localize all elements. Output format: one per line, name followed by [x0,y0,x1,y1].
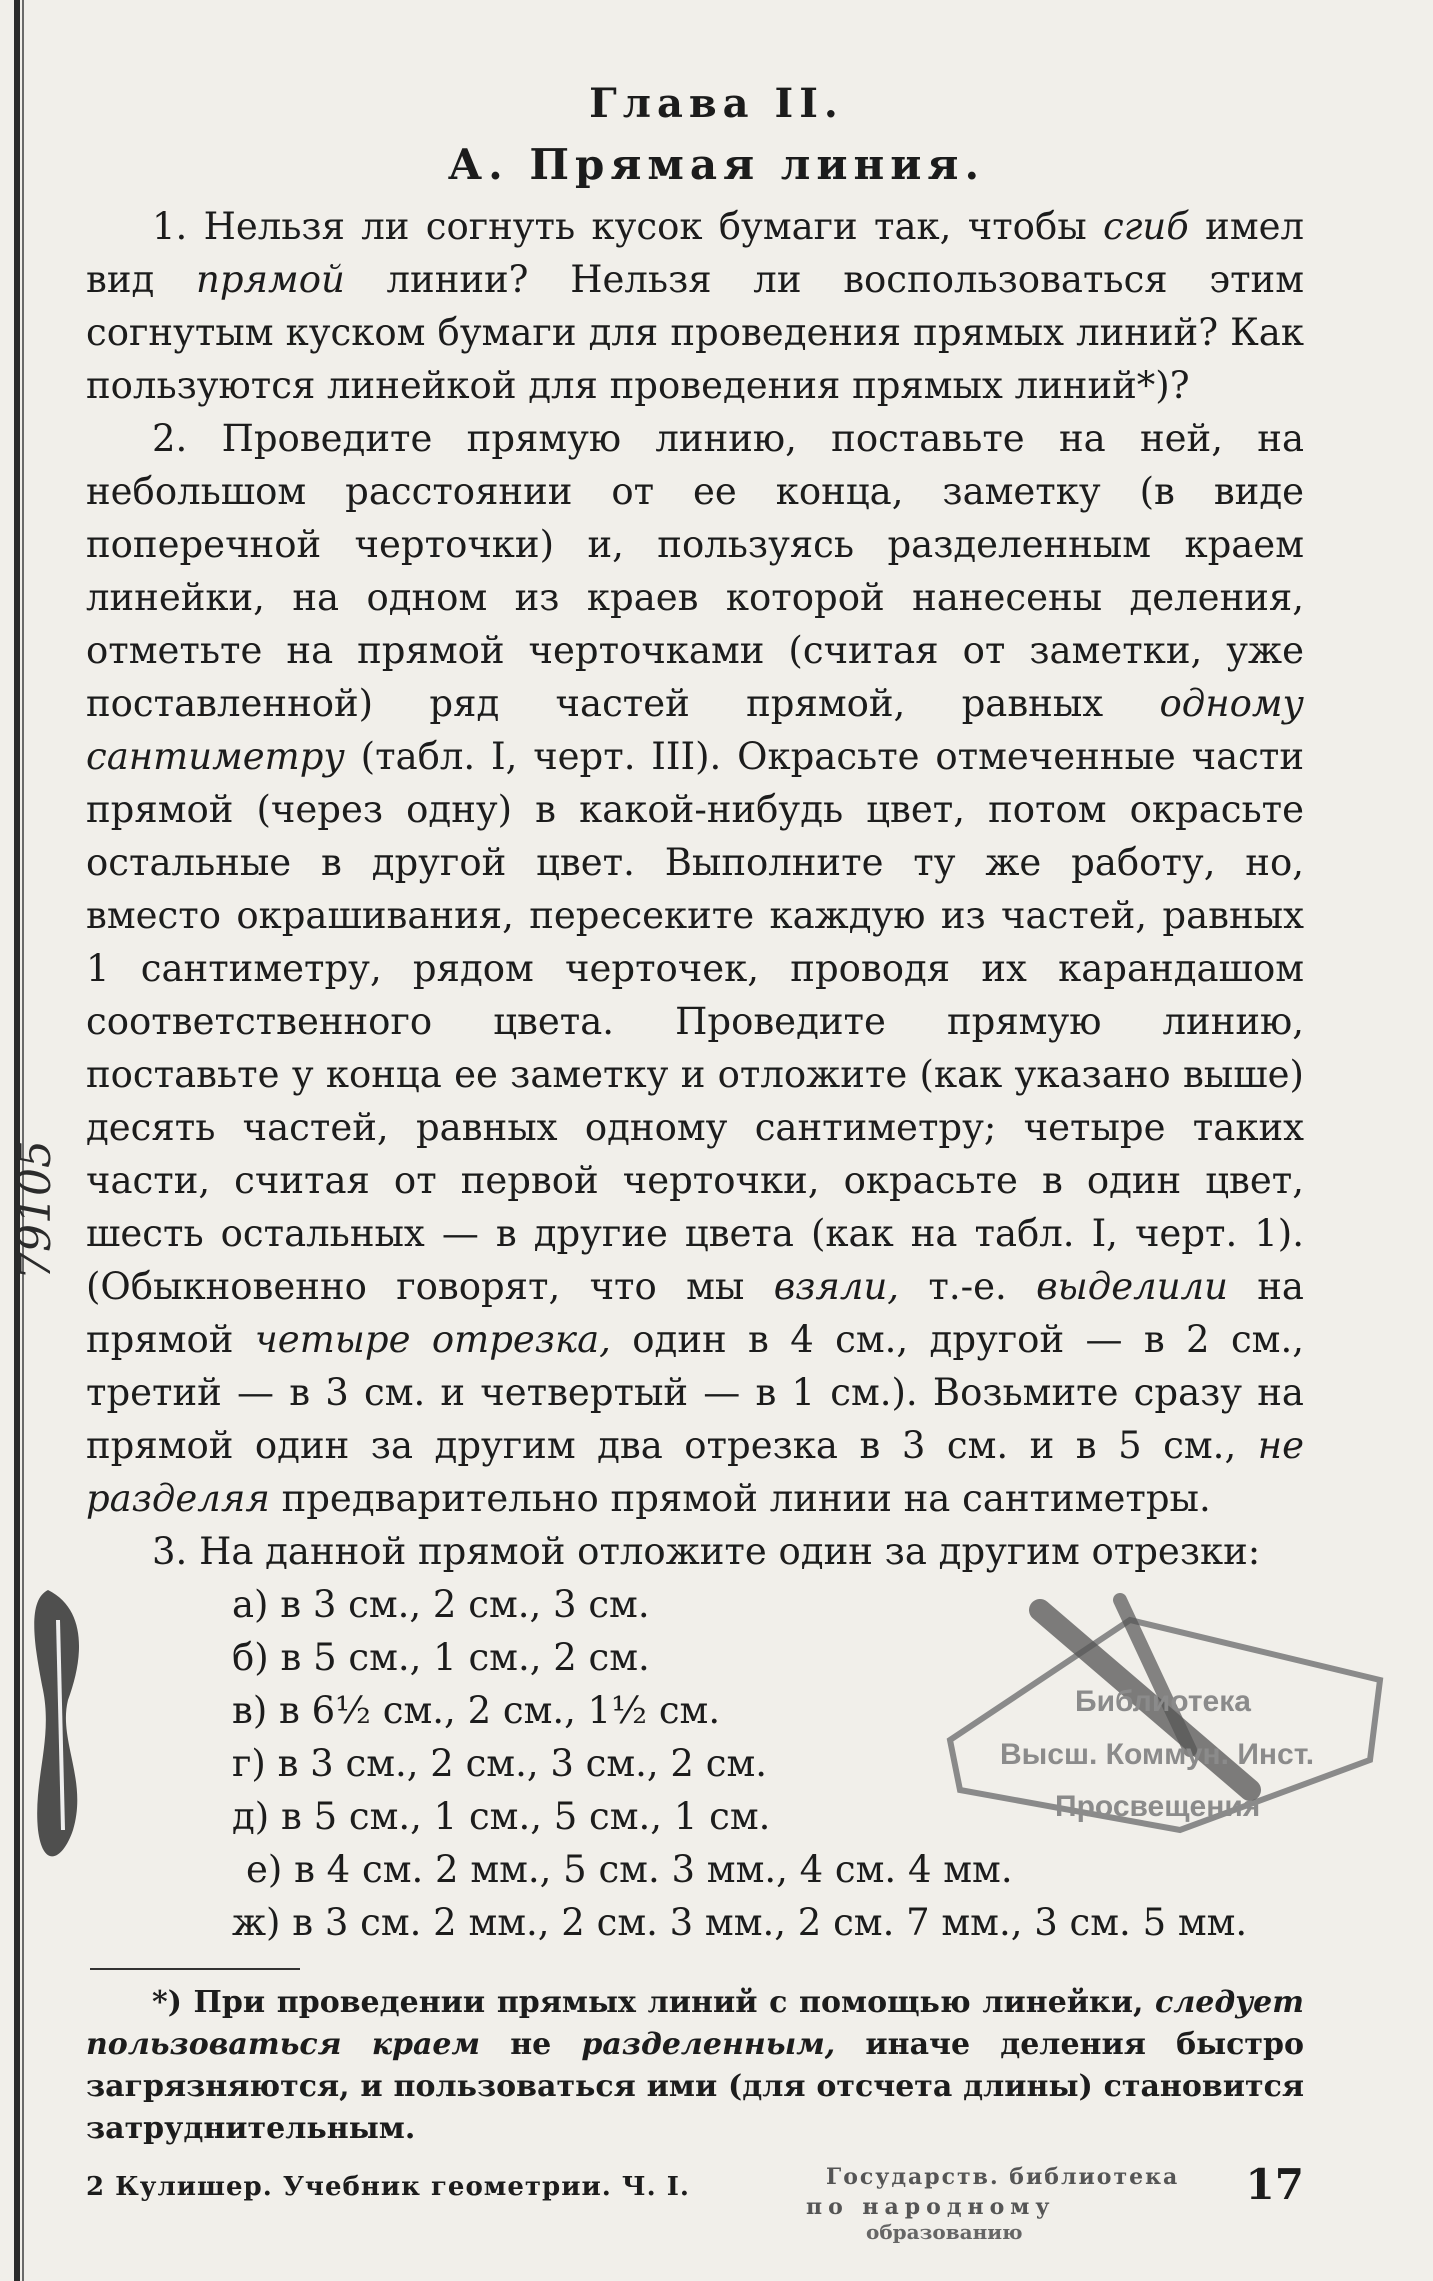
list-item: е) в 4 см. 2 мм., 5 см. 3 мм., 4 см. 4 мм. [246,1848,1013,1891]
chapter-title: Глава II. [589,80,844,127]
stamp-text-line-1: Библиотека [1075,1685,1251,1718]
list-item: д) в 5 см., 1 см., 5 см., 1 см. [232,1795,771,1838]
paragraph-3: 3. На данной прямой отложите один за другим отрезки: [152,1530,1261,1573]
library-stamp-line-3: образованию [866,2220,1023,2244]
paragraph-2: 2. Проведите прямую линию, поставьте на ней, на небольшом расстоянии от ее конца, заметку (в виде поперечной черточки) и, пользуясь разделенным краем линейки, на одном из краев которой нанесены деления, отметьте на прямой черточками (считая от заметки, уже поставленной) ряд частей прямой, равных одному сантиметру (табл. I, черт. III). Окрасьте отмеченные части прямой (через одну) в какой-нибудь цвет, потом окрасьте остальные в другой цвет. Выполните ту же работу, но, вместо окрашивания, пересеките каждую из частей, равных 1 сантиметру, рядом черточек, проводя их карандашом соответственного цвета. Проведите прямую линию, поставьте у конца ее заметку и отложите (как указано выше) десять частей, равных одному сантиметру; четыре таких части, считая от первой черточки, окрасьте в один цвет, шесть остальных — в другие цвета (как на табл. I, черт. 1). (Обыкновенно говорят, что мы взяли, т.-е. выделили на прямой четыре отрезка, один в 4 см., другой — в 2 см., третий — в 3 см. и четвертый — в 1 см.). Возьмите сразу на прямой один за другим два отрезка в 3 см. и в 5 см., не разделяя предварительно прямой линии на сантиметры. [86,417,1304,1520]
page-number: 17 [1245,2160,1304,2209]
stamp-text-line-2: Высш. Коммун. Инст. [1000,1738,1315,1771]
library-stamp-line-1: Государств. библиотека [826,2164,1180,2190]
ink-mark-icon [28,1580,98,1880]
list-item: б) в 5 см., 1 см., 2 см. [232,1636,650,1679]
list-item: г) в 3 см., 2 см., 3 см., 2 см. [232,1742,768,1785]
handwritten-note-icon [10,1060,90,1360]
list-item: ж) в 3 см. 2 мм., 2 см. 3 мм., 2 см. 7 мм., 3 см. 5 мм. [232,1901,1248,1944]
section-title: А. Прямая линия. [447,140,986,189]
stamp-text-line-3: Просвещения [1055,1790,1261,1823]
paragraph-1: 1. Нельзя ли согнуть кусок бумаги так, чтобы сгиб имел вид прямой линии? Нельзя ли воспользоваться этим согнутым куском бумаги для проведения прямых линий? Как пользуются линейкой для проведения прямых линий*)? [86,205,1305,407]
footnote-divider [90,1968,300,1970]
list-item: в) в 6½ см., 2 см., 1½ см. [232,1689,721,1732]
list-item: а) в 3 см., 2 см., 3 см. [232,1583,650,1626]
library-stamp-line-2: по народному [806,2194,1056,2220]
footer-book-title: 2 Кулишер. Учебник геометрии. Ч. I. [86,2172,690,2202]
footnote: *) При проведении прямых линий с помощью линейки, следует пользоваться краем не разделенным, иначе деления быстро загрязняются, и пользоваться ими (для отсчета длины) становится затруднительным. [86,1985,1304,2146]
page-footer [86,2160,1304,2244]
handwritten-number: 79105 [10,1140,61,1280]
